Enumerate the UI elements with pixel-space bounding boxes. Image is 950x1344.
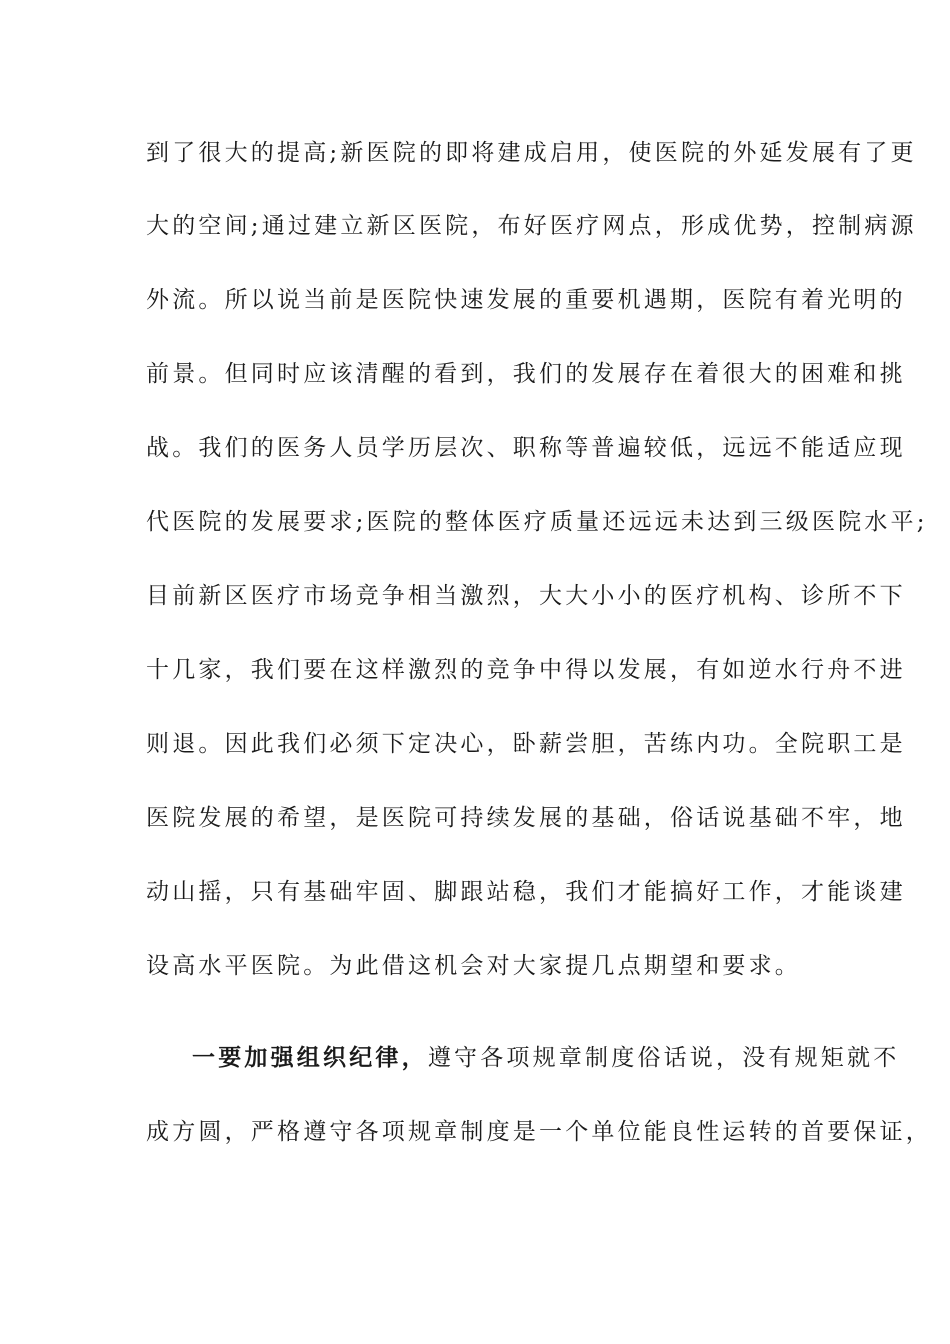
paragraph-line: 目前新区医疗市场竞争相当激烈，大大小小的医疗机构、诊所不下 (146, 583, 906, 609)
paragraph-line: 代医院的发展要求;医院的整体医疗质量还远远未达到三级医院水平; (146, 509, 928, 535)
paragraph-line: 则退。因此我们必须下定决心，卧薪尝胆，苦练内功。全院职工是 (146, 731, 906, 757)
paragraph2-second-line: 成方圆，严格遵守各项规章制度是一个单位能良性运转的首要保证， (146, 1119, 932, 1145)
paragraph-line: 大的空间;通过建立新区医院，布好医疗网点，形成优势，控制病源 (146, 213, 917, 239)
paragraph-line: 动山摇，只有基础牢固、脚跟站稳，我们才能搞好工作，才能谈建 (146, 879, 906, 905)
paragraph-line: 到了很大的提高;新医院的即将建成启用，使医院的外延发展有了更 (146, 140, 917, 166)
paragraph2-first-line (192, 1043, 900, 1073)
paragraph-line: 外流。所以说当前是医院快速发展的重要机遇期，医院有着光明的 (146, 287, 906, 313)
paragraph-line: 十几家，我们要在这样激烈的竞争中得以发展，有如逆水行舟不进 (146, 657, 906, 683)
paragraph-line: 医院发展的希望，是医院可持续发展的基础，俗话说基础不牢，地 (146, 805, 906, 831)
paragraph2-bold-lead: 一要加强组织纪律， (192, 1044, 428, 1071)
paragraph2-line1-rest: 遵守各项规章制度俗话说，没有规矩就不 (427, 1045, 900, 1071)
paragraph-line: 战。我们的医务人员学历层次、职称等普遍较低，远远不能适应现 (146, 435, 906, 461)
paragraph-line: 设高水平医院。为此借这机会对大家提几点期望和要求。 (146, 953, 801, 979)
paragraph-line: 前景。但同时应该清醒的看到，我们的发展存在着很大的困难和挑 (146, 361, 906, 387)
